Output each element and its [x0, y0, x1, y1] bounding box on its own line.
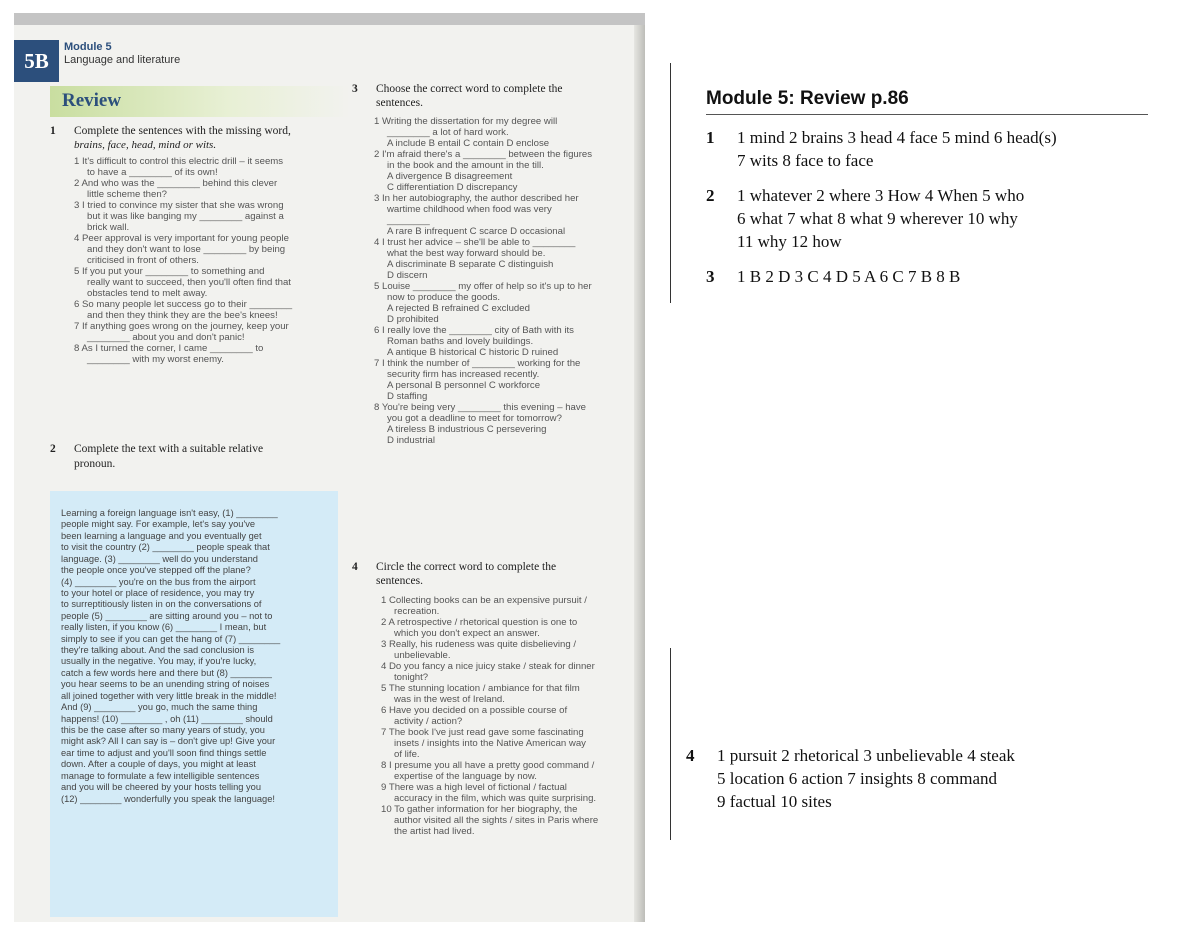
text-line: 1 Writing the dissertation for my degree will: [374, 116, 558, 127]
text-line: A rare B infrequent C scarce D occasional: [387, 226, 566, 237]
text-line: obstacles tend to melt away.: [87, 288, 208, 299]
unit-badge: 5B: [14, 40, 59, 82]
text-line: down. After a couple of days, you might at least: [61, 759, 256, 770]
text-line: D discern: [387, 270, 428, 281]
text-line: you hear seems to be an unending string of noises: [61, 679, 270, 690]
exercise-3-instruction-cont: sentences.: [376, 97, 423, 109]
text-line: to surreptitiously listen in on the conversations of: [61, 599, 262, 610]
text-line: people (5) ________ are sitting around you – not to: [61, 610, 273, 621]
text-line: people might say. For example, let's say you've: [61, 519, 256, 530]
text-line: was in the west of Ireland.: [394, 694, 505, 705]
text-line: 3 Really, his rudeness was quite disbelieving /: [381, 639, 576, 650]
text-line: 1 Collecting books can be an expensive pursuit /: [381, 595, 587, 606]
exercise-4-items: [381, 595, 636, 837]
answer-key-title: Module 5: Review p.86: [706, 88, 909, 109]
answer-number: 4: [686, 746, 695, 765]
text-line: D staffing: [387, 391, 428, 402]
exercise-instruction: Complete the text with a suitable relative: [74, 443, 264, 455]
text-line: 8 I presume you all have a pretty good command /: [381, 760, 595, 771]
text-line: simply to see if you can get the hang of (7) ________: [61, 633, 281, 644]
answer-key-rule: [706, 114, 1148, 115]
text-line: you got a deadline to meet for tomorrow?: [387, 413, 562, 424]
text-line: A antique B historical C historic D ruined: [387, 347, 559, 358]
text-line: 1 It's difficult to control this electric drill – it seems: [74, 156, 284, 167]
text-line: Roman baths and lovely buildings.: [387, 336, 534, 347]
text-line: 2 I'm afraid there's a ________ between the figures: [374, 149, 593, 160]
text-line: expertise of the language by now.: [394, 771, 537, 782]
text-line: 2 A retrospective / rhetorical question is one to: [381, 617, 578, 628]
answer-number: 3: [706, 267, 715, 286]
module-subtitle: Language and literature: [64, 54, 181, 66]
exercise-3-items: [374, 116, 636, 446]
text-line: wartime childhood when food was very: [387, 204, 552, 215]
exercise-2-instruction-cont: pronoun.: [74, 458, 116, 470]
text-line: language. (3) ________ well do you understand: [61, 553, 258, 564]
text-line: which you don't expect an answer.: [394, 628, 540, 639]
text-line: ________ with my worst enemy.: [87, 354, 224, 365]
text-line: really listen, if you know (6) ________ I mean, but: [61, 622, 267, 633]
answer-line: 11 why 12 how: [737, 232, 842, 251]
exercise-4-instruction-cont: sentences.: [376, 575, 423, 587]
text-line: insets / insights into the Native American way: [394, 738, 586, 749]
text-line: tonight?: [394, 672, 429, 683]
answer-number: 2: [706, 186, 715, 205]
text-line: 9 There was a high level of fictional / factual: [381, 782, 567, 793]
text-line: the people once you've stepped off the plane?: [61, 565, 251, 576]
text-line: might ask? All I can say is – don't give up! Give your: [61, 736, 276, 747]
text-line: to have a ________ of its own!: [87, 167, 218, 178]
text-line: really want to succeed, then you'll often find that: [87, 277, 291, 288]
text-line: 6 I really love the ________ city of Bath with its: [374, 325, 574, 336]
text-line: the artist had lived.: [394, 826, 475, 837]
text-line: C differentiation D discrepancy: [387, 182, 518, 193]
text-line: and they don't want to lose ________ by being: [87, 244, 286, 255]
answer-divider-bottom: [670, 648, 671, 840]
text-line: 10 To gather information for her biography, the: [381, 804, 578, 815]
exercise-number: 3: [352, 83, 358, 95]
text-line: A include B entail C contain D enclose: [387, 138, 550, 149]
text-line: A discriminate B separate C distinguish: [387, 259, 554, 270]
exercise-number: 2: [50, 443, 56, 455]
text-line: D prohibited: [387, 314, 439, 325]
review-heading: Review: [50, 86, 350, 117]
text-line: A tireless B industrious C persevering: [387, 424, 547, 435]
exercise-number: 4: [352, 561, 358, 573]
text-line: brick wall.: [87, 222, 130, 233]
scan-top-bar: [14, 13, 645, 25]
text-line: A personal B personnel C workforce: [387, 380, 541, 391]
answer-divider-top: [670, 63, 671, 303]
text-line: and then they think they are the bee's knees!: [87, 310, 278, 321]
text-line: 3 I tried to convince my sister that she was wrong: [74, 200, 284, 211]
exercise-2-text-box: [50, 491, 338, 917]
exercise-instruction: Circle the correct word to complete the: [376, 561, 557, 573]
text-line: author visited all the sights / sites in Paris where: [394, 815, 599, 826]
answer-line: 5 location 6 action 7 insights 8 command: [717, 769, 997, 788]
text-line: 8 As I turned the corner, I came ________ to: [74, 343, 264, 354]
text-line: 6 Have you decided on a possible course of: [381, 705, 568, 716]
text-line: accuracy in the film, which was quite surprising.: [394, 793, 597, 804]
module-label: Module 5: [64, 41, 112, 53]
text-line: but it was like banging my ________ against a: [87, 211, 284, 222]
text-line: little scheme then?: [87, 189, 167, 200]
text-line: 5 If you put your ________ to something and: [74, 266, 265, 277]
answer-number: 1: [706, 128, 715, 147]
text-line: criticised in front of others.: [87, 255, 199, 266]
text-line: in the book and the amount in the till.: [387, 160, 544, 171]
text-line: ear time to adjust and you'll soon find things settle: [61, 747, 267, 758]
text-line: 4 I trust her advice – she'll be able to ________: [374, 237, 576, 248]
exercise-1-word-list: brains, face, head, mind or wits.: [74, 139, 217, 151]
text-line: 3 In her autobiography, the author described her: [374, 193, 579, 204]
text-line: and you will be cheered by your hosts telling you: [61, 782, 262, 793]
text-line: been learning a language and you eventually get: [61, 530, 262, 541]
answer-line: 7 wits 8 face to face: [737, 151, 874, 170]
text-line: 2 And who was the ________ behind this clever: [74, 178, 278, 189]
answer-line: 1 B 2 D 3 C 4 D 5 A 6 C 7 B 8 B: [737, 267, 961, 286]
textbook-page-scan: [14, 13, 645, 922]
text-line: 7 The book I've just read gave some fascinating: [381, 727, 584, 738]
text-line: happens! (10) ________ , oh (11) ________ should: [61, 713, 273, 724]
text-line: ________: [387, 215, 430, 226]
text-line: 7 If anything goes wrong on the journey, keep your: [74, 321, 289, 332]
text-line: 6 So many people let success go to their ________: [74, 299, 293, 310]
exercise-instruction: Choose the correct word to complete the: [376, 83, 563, 95]
text-line: (12) ________ wonderfully you speak the language!: [61, 793, 275, 804]
text-line: security firm has increased recently.: [387, 369, 540, 380]
text-line: A divergence B disagreement: [387, 171, 513, 182]
answer-line: 6 what 7 what 8 what 9 wherever 10 why: [737, 209, 1018, 228]
text-line: now to produce the goods.: [387, 292, 501, 303]
text-line: A rejected B refrained C excluded: [387, 303, 530, 314]
text-line: (4) ________ you're on the bus from the airport: [61, 576, 256, 587]
answer-line: 1 pursuit 2 rhetorical 3 unbelievable 4 steak: [717, 746, 1015, 765]
text-line: manage to formulate a few intelligible sentences: [61, 770, 260, 781]
text-line: to your hotel or place of residence, you may try: [61, 587, 255, 598]
text-line: D industrial: [387, 435, 435, 446]
text-line: this be the case after so many years of study, you: [61, 725, 265, 736]
text-line: ________ about you and don't panic!: [87, 332, 245, 343]
answer-line: 9 factual 10 sites: [717, 792, 832, 811]
text-line: 8 You're being very ________ this evening – have: [374, 402, 586, 413]
text-line: what the best way forward should be.: [387, 248, 546, 259]
text-line: catch a few words here and there but (8) ________: [61, 667, 272, 678]
text-line: of life.: [394, 749, 420, 760]
text-line: recreation.: [394, 606, 440, 617]
exercise-number: 1: [50, 125, 56, 137]
text-line: Learning a foreign language isn't easy, (1) ________: [61, 508, 278, 518]
text-line: 4 Do you fancy a nice juicy stake / steak for dinner: [381, 661, 595, 672]
exercise-instruction: Complete the sentences with the missing word,: [74, 125, 291, 137]
text-line: ________ a lot of hard work.: [387, 127, 509, 138]
answer-line: 1 mind 2 brains 3 head 4 face 5 mind 6 head(s): [737, 128, 1057, 147]
text-line: to visit the country (2) ________ people speak that: [61, 542, 270, 553]
text-line: activity / action?: [394, 716, 463, 727]
text-line: unbelievable.: [394, 650, 451, 661]
text-line: all joined together with very little break in the middle!: [61, 690, 277, 701]
text-line: 4 Peer approval is very important for young people: [74, 233, 289, 244]
exercise-1-items: [74, 156, 344, 365]
text-line: 7 I think the number of ________ working for the: [374, 358, 581, 369]
text-line: And (9) ________ you go, much the same thing: [61, 702, 258, 713]
answer-line: 1 whatever 2 where 3 How 4 When 5 who: [737, 186, 1025, 205]
text-line: usually in the negative. You may, if you're lucky,: [61, 656, 257, 667]
text-line: 5 The stunning location / ambiance for that film: [381, 683, 580, 694]
text-line: 5 Louise ________ my offer of help so it's up to her: [374, 281, 592, 292]
text-line: they're talking about. And the sad conclusion is: [61, 645, 255, 656]
